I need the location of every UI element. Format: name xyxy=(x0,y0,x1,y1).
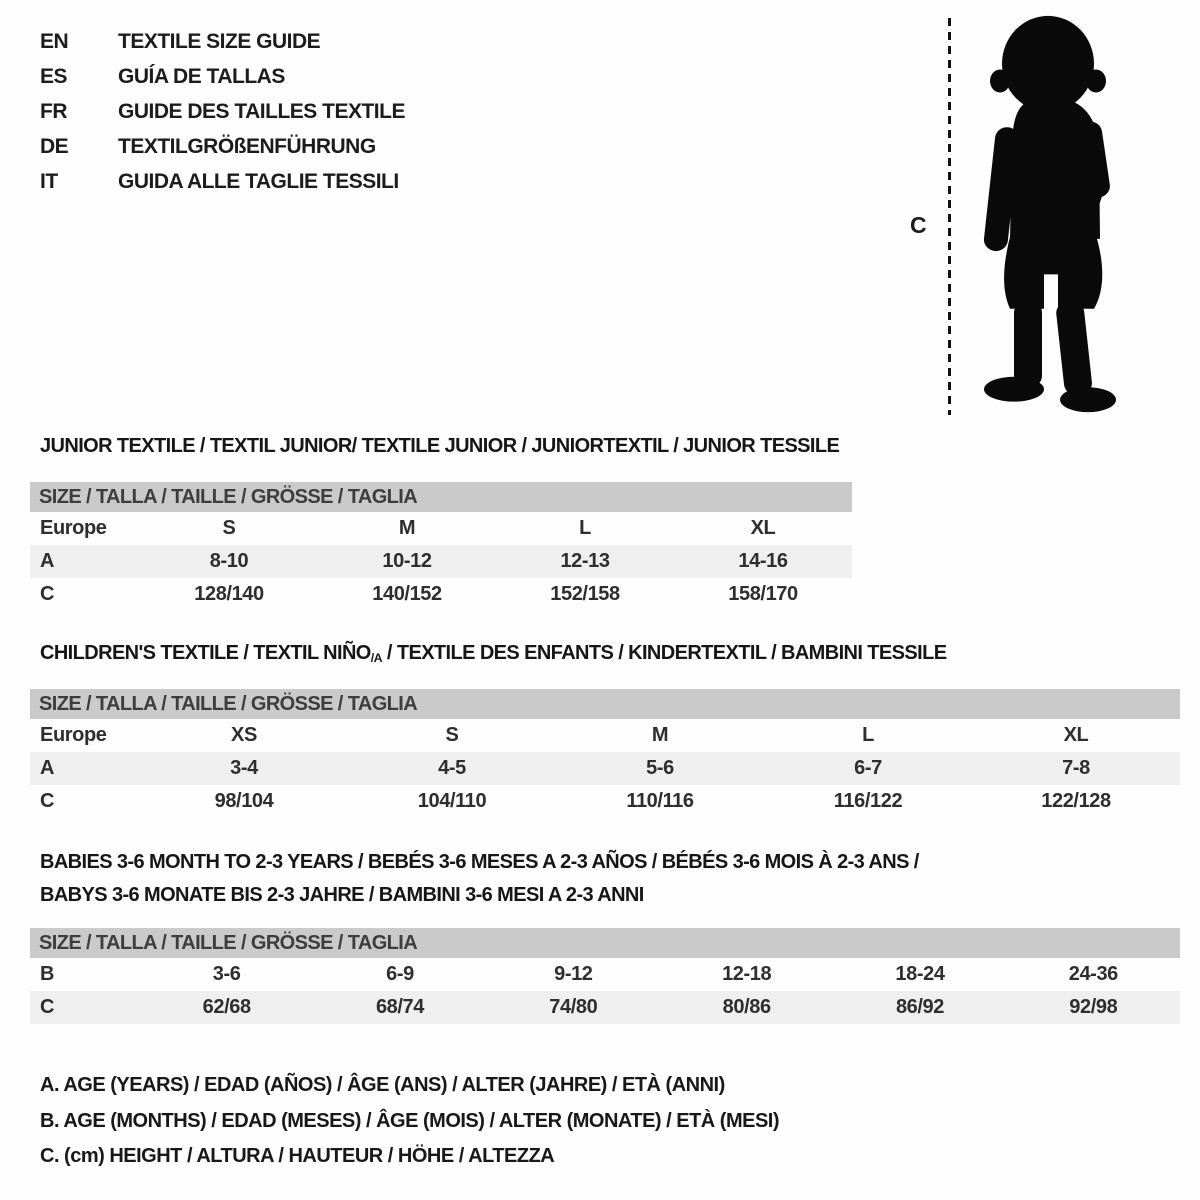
children-section-title: CHILDREN'S TEXTILE / TEXTIL $NIÑO_{/A}$ / TEXTILE DES ENFANTS / KINDERTEXTIL / BAMBINI TESSILE xyxy=(40,642,947,666)
lang-row-it xyxy=(40,164,405,199)
lang-label: TEXTILGRÖßENFÜHRUNG xyxy=(118,135,376,158)
babies-size-table xyxy=(30,928,1180,1024)
table-row: C 62/68 68/74 74/80 80/86 86/92 92/98 xyxy=(30,991,1180,1024)
measurement-legend xyxy=(40,1068,779,1175)
language-list xyxy=(40,24,405,199)
lang-label: GUIDE DES TAILLES TEXTILE xyxy=(118,100,405,123)
lang-code: ES xyxy=(40,65,68,88)
height-measure-label: C xyxy=(910,212,927,238)
junior-size-table xyxy=(30,482,852,611)
lang-label: GUÍA DE TALLAS xyxy=(118,65,285,88)
table-row: B 3-6 6-9 9-12 12-18 18-24 24-36 xyxy=(40,963,1118,985)
lang-row-es xyxy=(40,59,405,94)
table-row: A 8-10 10-12 12-13 14-16 xyxy=(30,545,852,578)
lang-row-de xyxy=(40,129,405,164)
table-row: A 3-4 4-5 5-6 6-7 7-8 xyxy=(30,752,1180,785)
lang-code: EN xyxy=(40,30,69,53)
children-size-table xyxy=(30,689,1180,818)
size-header-bar: SIZE / TALLA / TAILLE / GRÖSSE / TAGLIA xyxy=(30,482,852,512)
babies-section-title: BABIES 3-6 MONTH TO 2-3 YEARS / BEBÉS 3-6 MESES A 2-3 AÑOS / BÉBÉS 3-6 MOIS À 2-3 ANS / BABYS 3-6 MONATE BIS 2-3 JAHRE / BAMBINI 3-6 MESI A 2-3 ANNI xyxy=(40,851,919,906)
legend-age-months: B. AGE (MONTHS) / EDAD (MESES) / ÂGE (MOIS) / ALTER (MONATE) / ETÀ (MESI) xyxy=(40,1109,780,1132)
height-measure-dashed-line xyxy=(948,18,951,415)
lang-code: FR xyxy=(40,100,67,123)
lang-code: DE xyxy=(40,135,69,158)
lang-row-fr xyxy=(40,94,405,129)
legend-age-years: A. AGE (YEARS) / EDAD (AÑOS) / ÂGE (ANS) / ALTER (JAHRE) / ETÀ (ANNI) xyxy=(40,1074,725,1096)
table-row: Europe XS S M L XL xyxy=(40,724,1089,746)
size-header-bar: SIZE / TALLA / TAILLE / GRÖSSE / TAGLIA xyxy=(30,689,1180,719)
table-row: C 128/140 140/152 152/158 158/170 xyxy=(40,583,798,605)
legend-height-cm: C. (cm) HEIGHT / ALTURA / HAUTEUR / HÖHE / ALTEZZA xyxy=(40,1145,555,1167)
toddler-silhouette-icon xyxy=(966,14,1136,416)
lang-label: TEXTILE SIZE GUIDE xyxy=(118,30,321,53)
lang-row-en xyxy=(40,24,405,59)
lang-code: IT xyxy=(40,170,58,193)
lang-label: GUIDA ALLE TAGLIE TESSILI xyxy=(118,170,399,193)
table-row: C 98/104 104/110 110/116 116/122 122/128 xyxy=(40,790,1111,812)
table-row: Europe S M L XL xyxy=(40,517,776,539)
size-header-bar: SIZE / TALLA / TAILLE / GRÖSSE / TAGLIA xyxy=(30,928,1180,958)
junior-section-title: JUNIOR TEXTILE / TEXTIL JUNIOR/ TEXTILE JUNIOR / JUNIORTEXTIL / JUNIOR TESSILE xyxy=(40,435,840,457)
